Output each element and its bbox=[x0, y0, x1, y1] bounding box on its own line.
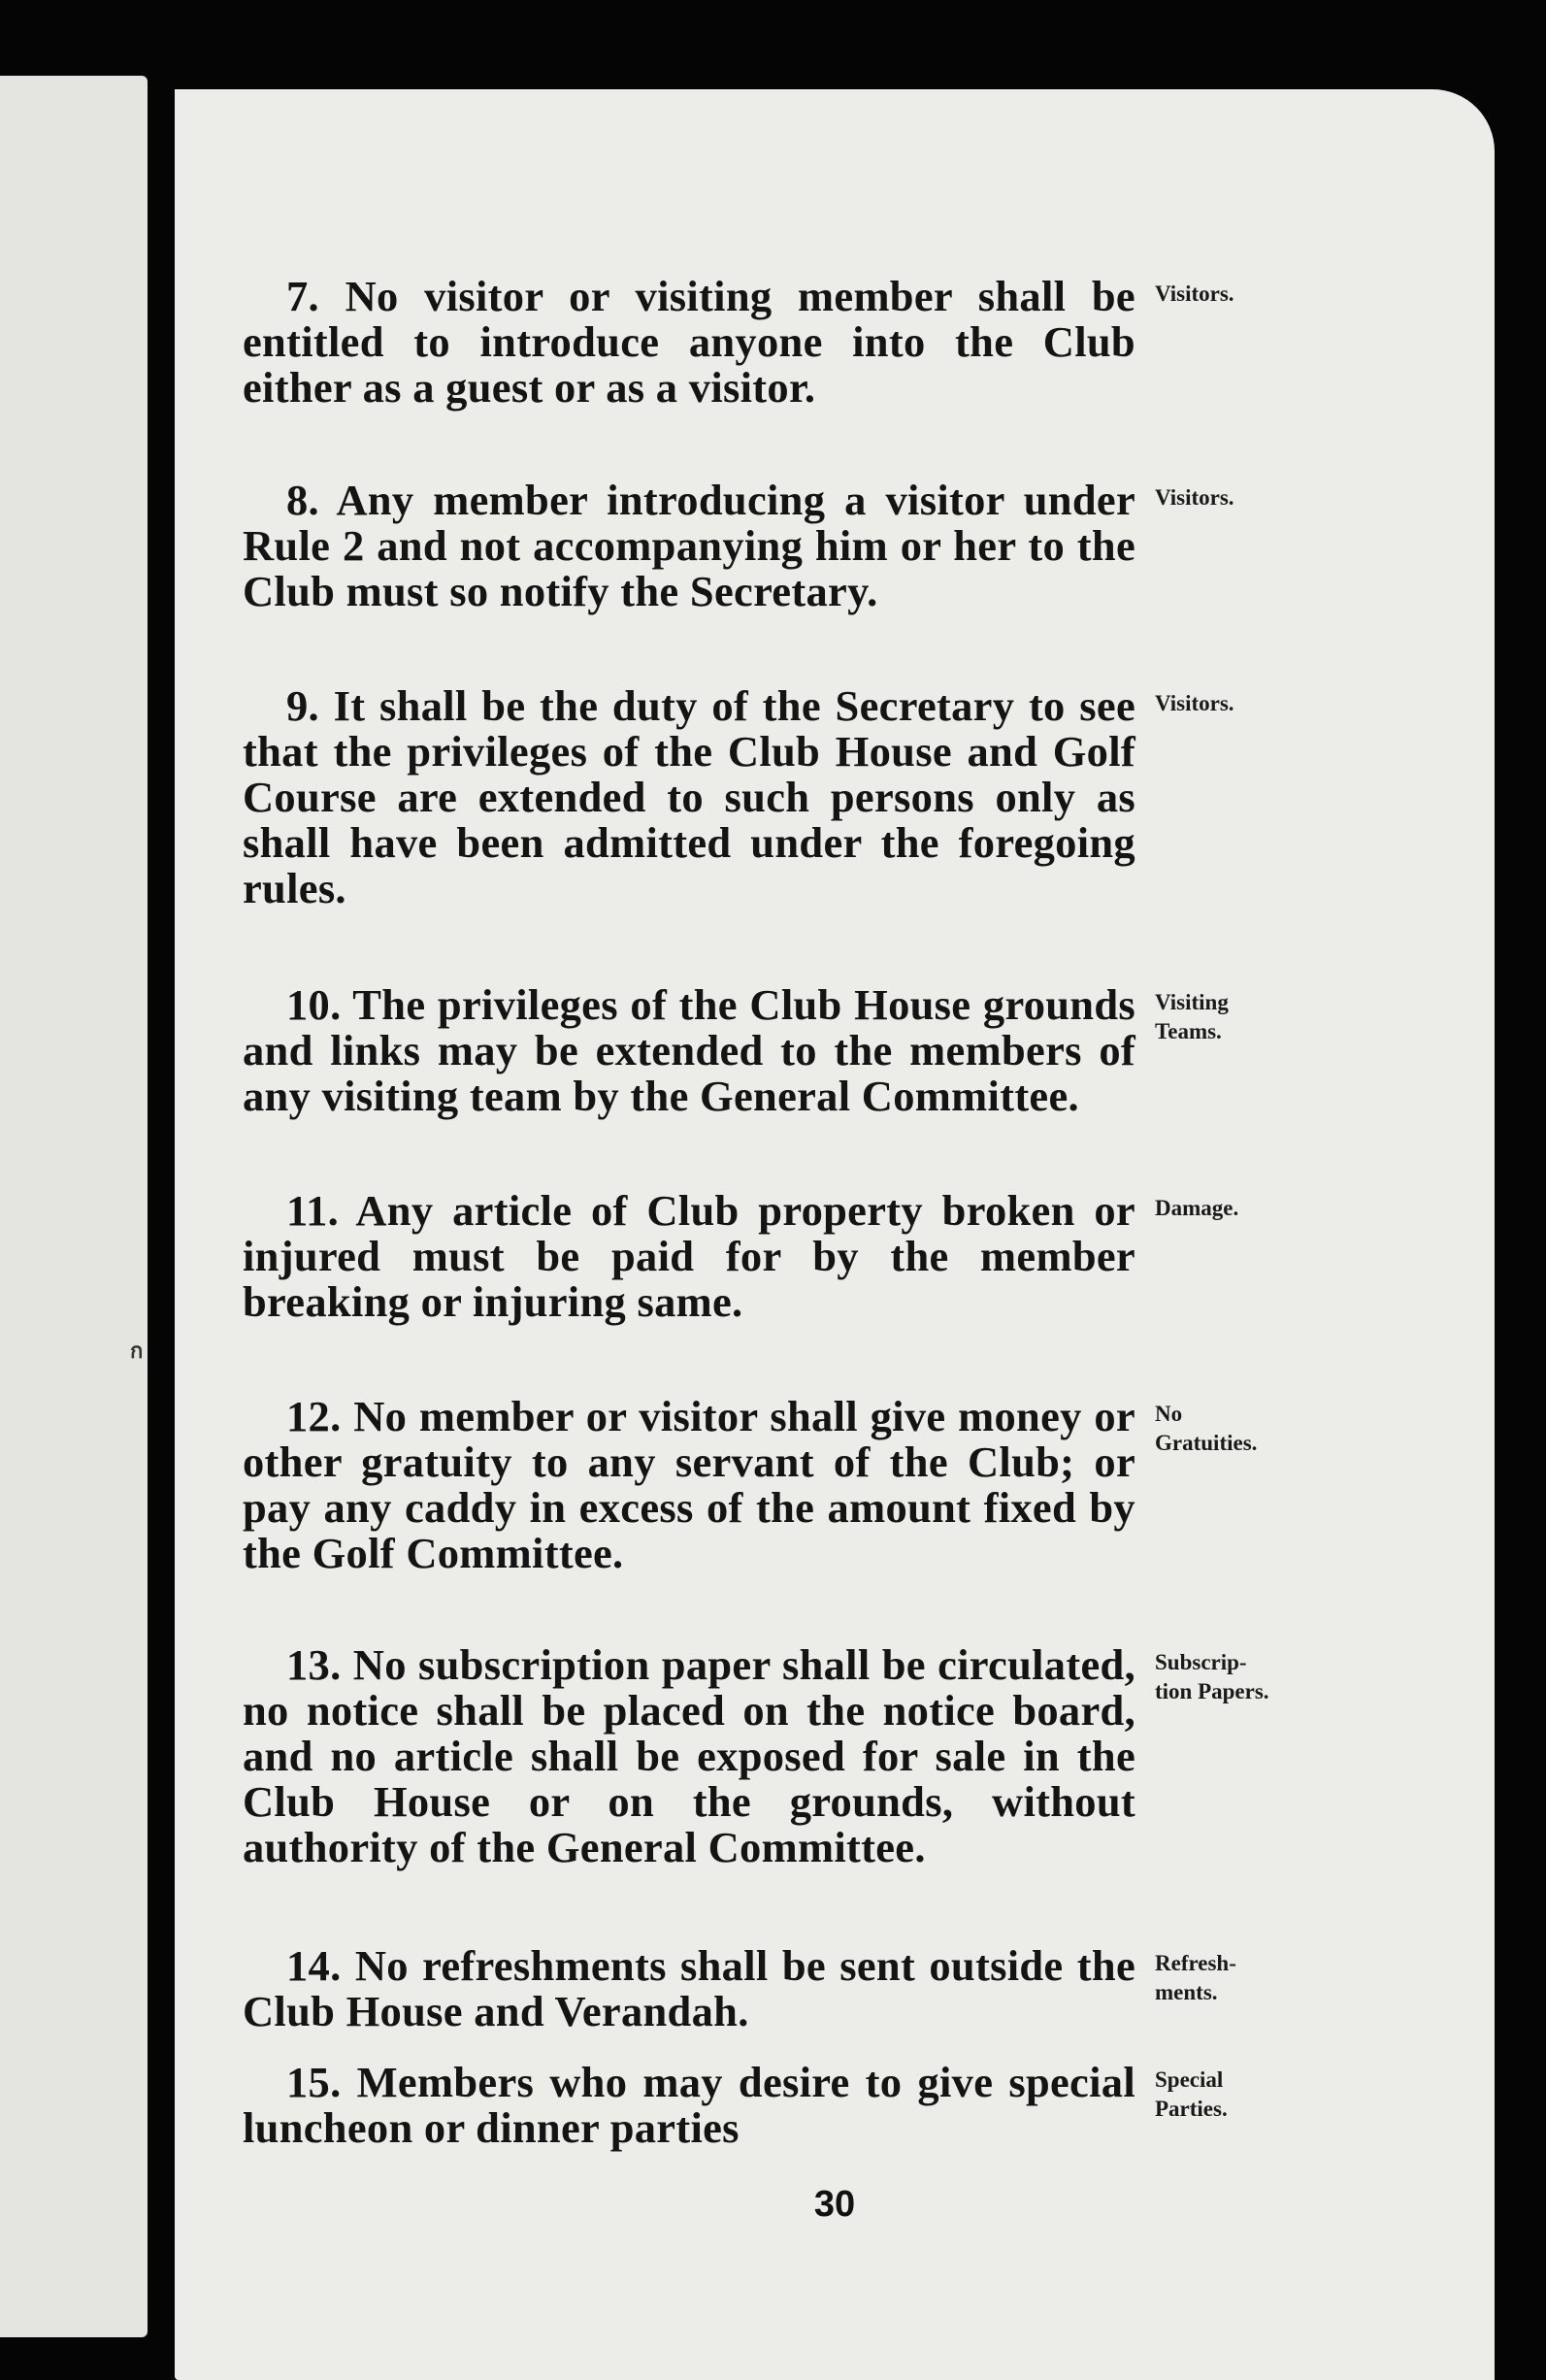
rule-text bbox=[243, 2060, 1135, 2151]
rule-text bbox=[243, 274, 1135, 411]
rule-number: 7. bbox=[286, 272, 319, 320]
rule-11 bbox=[243, 1188, 1465, 1325]
margin-note: Refresh- ments. bbox=[1155, 1951, 1236, 2004]
rule-body: The privileges of the Club House grounds and links may be extended to the members of any visiting team by the General Committee. bbox=[243, 980, 1136, 1120]
rule-text bbox=[243, 478, 1135, 614]
page-number: 30 bbox=[813, 2184, 856, 2225]
rule-text bbox=[243, 982, 1135, 1119]
rule-text bbox=[243, 683, 1135, 911]
rule-number: 12. bbox=[286, 1392, 342, 1440]
rule-10 bbox=[243, 982, 1465, 1119]
rule-body: Members who may desire to give special luncheon or dinner parties bbox=[243, 2058, 1135, 2152]
rule-text bbox=[243, 1188, 1135, 1325]
book-page bbox=[175, 89, 1495, 2380]
rule-body: No refreshments shall be sent outside the Club House and Verandah. bbox=[243, 1941, 1136, 2035]
rule-text bbox=[243, 1394, 1135, 1576]
rule-number: 13. bbox=[286, 1640, 342, 1689]
rule-14 bbox=[243, 1943, 1465, 2034]
left-page-edge bbox=[0, 76, 148, 2337]
rule-number: 11. bbox=[286, 1186, 340, 1235]
rule-7 bbox=[243, 274, 1465, 411]
margin-note: Visitors. bbox=[1155, 691, 1234, 715]
rule-text bbox=[243, 1642, 1135, 1870]
rule-number: 15. bbox=[286, 2058, 342, 2106]
rule-number: 14. bbox=[286, 1941, 342, 1990]
margin-note: Visiting Teams. bbox=[1155, 990, 1229, 1043]
rule-body: It shall be the duty of the Secretary to see that the privileges of the Club House and Golf Course are extended to such persons only as shall have been admitted under the foregoing rules. bbox=[243, 681, 1135, 912]
rule-15 bbox=[243, 2060, 1465, 2151]
rule-13 bbox=[243, 1642, 1465, 1870]
rule-body: No member or visitor shall give money or other gratuity to any servant of the Club; or pay any caddy in excess of the amount fixed by the Golf Committee. bbox=[243, 1392, 1135, 1577]
rule-text bbox=[243, 1943, 1135, 2034]
left-page-mark: ก bbox=[130, 1339, 144, 1363]
rule-body: No subscription paper shall be circulated, no notice shall be placed on the notice board, and no article shall be exposed for sale in the Club House or on the grounds, without authority of the General Committee. bbox=[243, 1640, 1135, 1871]
rule-body: Any member introducing a visitor under Rule 2 and not accompanying him or her to the Club must so notify the Secretary. bbox=[243, 476, 1135, 615]
rule-number: 9. bbox=[286, 681, 319, 730]
margin-note: No Gratuities. bbox=[1155, 1402, 1258, 1455]
rule-number: 8. bbox=[286, 476, 319, 524]
margin-note: Damage. bbox=[1155, 1196, 1239, 1220]
margin-note: Special Parties. bbox=[1155, 2067, 1228, 2121]
margin-note: Visitors. bbox=[1155, 485, 1234, 510]
margin-note: Visitors. bbox=[1155, 281, 1234, 306]
margin-note: Subscrip- tion Papers. bbox=[1155, 1650, 1269, 1703]
rule-8 bbox=[243, 478, 1465, 614]
rule-number: 10. bbox=[286, 980, 342, 1029]
rule-body: Any article of Club property broken or injured must be paid for by the member breaking or injuring same. bbox=[243, 1186, 1135, 1326]
rule-12 bbox=[243, 1394, 1465, 1576]
rule-9 bbox=[243, 683, 1465, 911]
rule-body: No visitor or visiting member shall be entitled to introduce anyone into the Club either as a guest or as a visitor. bbox=[243, 272, 1135, 412]
